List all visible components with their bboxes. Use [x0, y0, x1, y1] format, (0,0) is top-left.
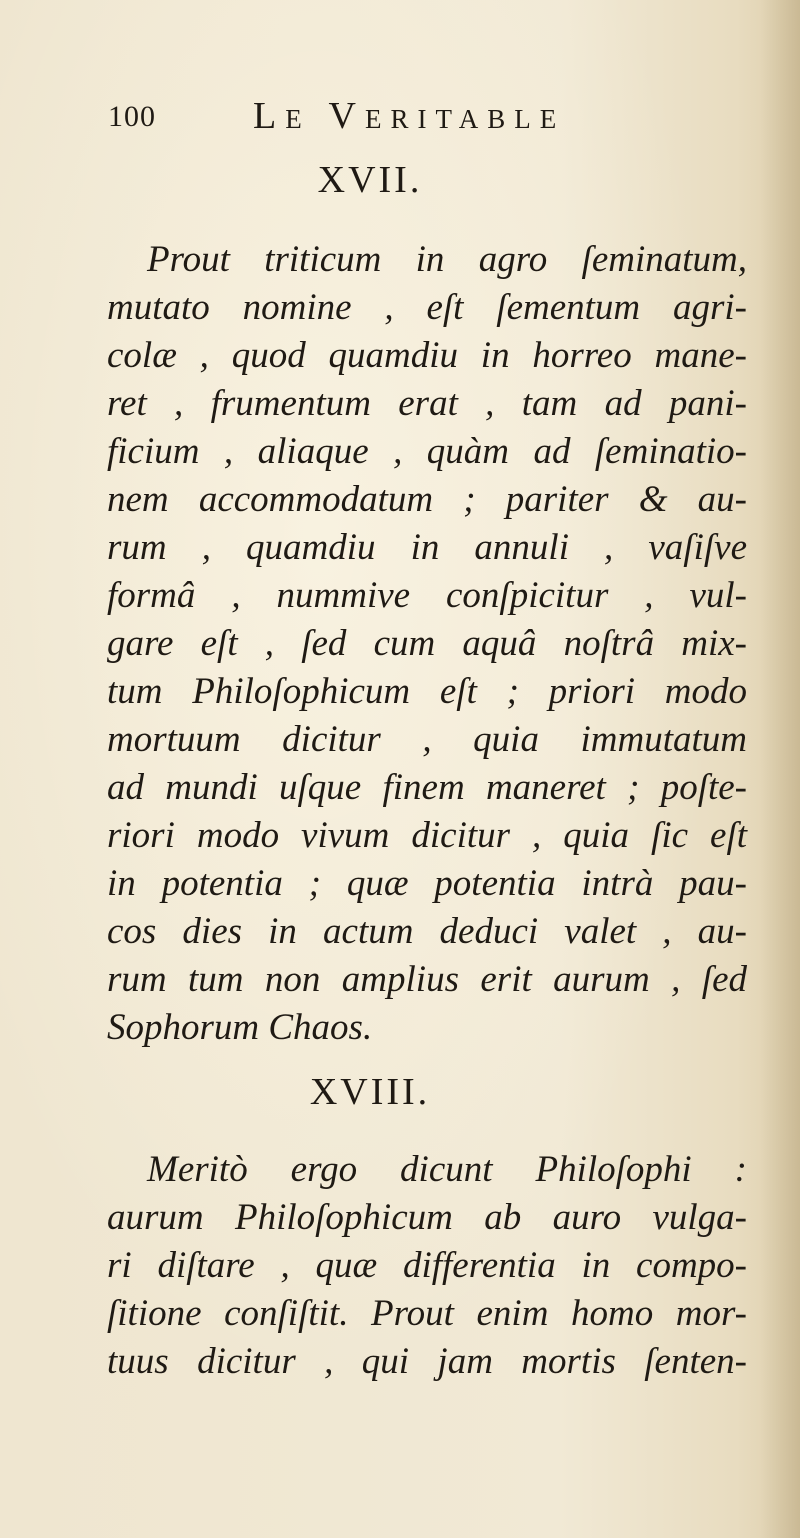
paragraph-xvii: [107, 236, 747, 1052]
text-line: Prout triticum in agro ſeminatum,: [147, 239, 747, 280]
running-title: Le Veritable: [253, 95, 566, 137]
text-line: ri diſtare , quæ differentia in compo-: [107, 1245, 747, 1286]
text-line: formâ , nummive conſpicitur , vul-: [107, 575, 747, 616]
text-line: rum , quamdiu in annuli , vaſiſve: [107, 527, 747, 568]
text-line: aurum Philoſophicum ab auro vulga-: [107, 1197, 747, 1238]
text-line: ad mundi uſque finem maneret ; poſte-: [107, 767, 747, 808]
section-heading-xvii: XVII.: [317, 159, 423, 201]
page-edge-shadow: [760, 0, 800, 1538]
text-line: Meritò ergo dicunt Philoſophi :: [147, 1149, 747, 1190]
paragraph-xviii: [107, 1146, 747, 1386]
text-line: riori modo vivum dicitur , quia ſic eſt: [107, 815, 747, 856]
text-line: mortuum dicitur , quia immutatum: [107, 719, 747, 760]
text-line: Sophorum Chaos.: [107, 1007, 373, 1048]
page-number: 100: [108, 100, 156, 133]
text-line: tuus dicitur , qui jam mortis ſenten-: [107, 1341, 747, 1382]
text-line: cos dies in actum deduci valet , au-: [107, 911, 747, 952]
text-line: ret , frumentum erat , tam ad pani-: [107, 383, 747, 424]
text-line: in potentia ; quæ potentia intrà pau-: [107, 863, 747, 904]
text-line: colæ , quod quamdiu in horreo mane-: [107, 335, 747, 376]
text-line: mutato nomine , eſt ſementum agri-: [107, 287, 747, 328]
text-line: gare eſt , ſed cum aquâ noſtrâ mix-: [107, 623, 747, 664]
text-line: ficium , aliaque , quàm ad ſeminatio-: [107, 431, 747, 472]
text-line: nem accommodatum ; pariter & au-: [107, 479, 747, 520]
text-line: tum Philoſophicum eſt ; priori modo: [107, 671, 747, 712]
section-heading-xviii: XVIII.: [309, 1071, 431, 1113]
running-head: [108, 95, 648, 140]
text-line: ſitione conſiſtit. Prout enim homo mor-: [107, 1293, 747, 1334]
text-line: rum tum non amplius erit aurum , ſed: [107, 959, 747, 1000]
